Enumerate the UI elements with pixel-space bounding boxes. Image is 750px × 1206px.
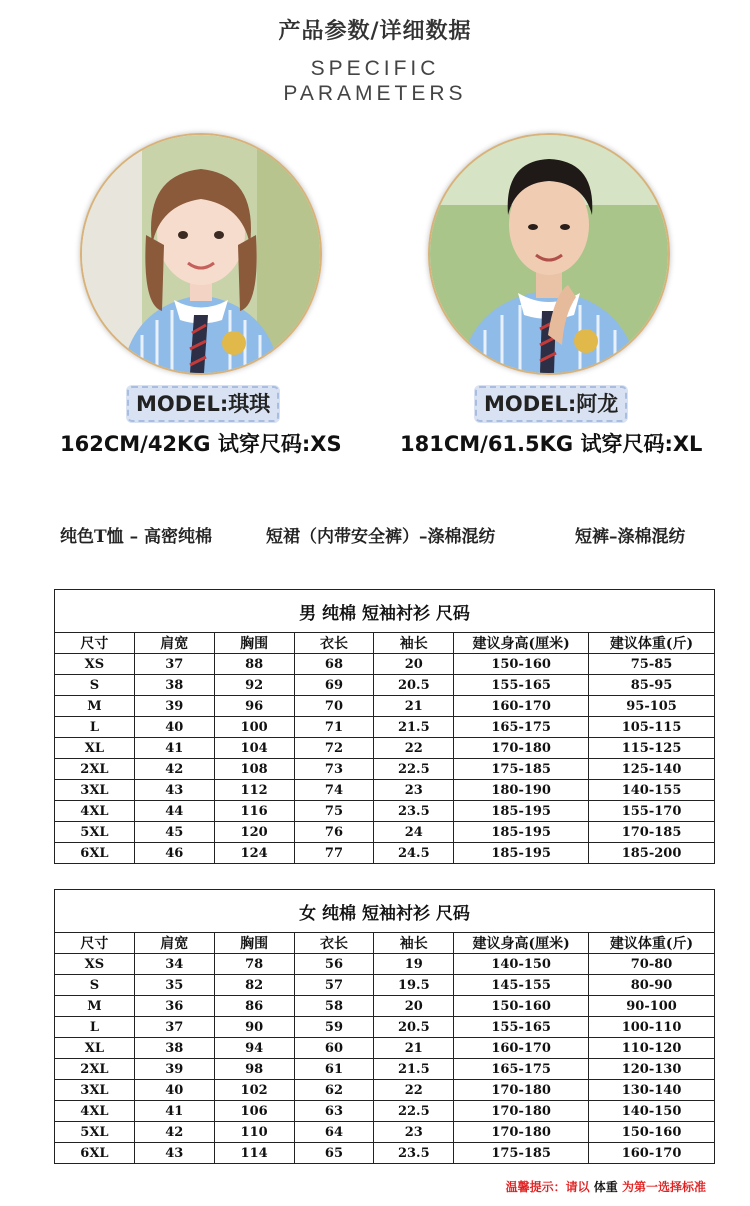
table-row [55,822,715,843]
table-cell: 170-185 [589,822,715,843]
table-cell: 65 [294,1143,374,1164]
table-row [55,996,715,1017]
table-cell: 140-150 [589,1101,715,1122]
table-cell: 37 [134,1017,214,1038]
table-cell: 110 [214,1122,294,1143]
table-cell: 160-170 [454,696,589,717]
table-cell: 3XL [55,780,135,801]
table-row [55,843,715,864]
table-cell: 90 [214,1017,294,1038]
table-cell: 155-165 [454,675,589,696]
table-cell: 115-125 [589,738,715,759]
table-row [55,801,715,822]
column-header: 胸围 [214,933,294,954]
table-cell: 185-195 [454,801,589,822]
table-cell: 105-115 [589,717,715,738]
column-header: 袖长 [374,933,454,954]
table-row [55,1101,715,1122]
table-caption-row [55,590,715,633]
column-header: 建议体重(斤) [589,933,715,954]
table-cell: 6XL [55,843,135,864]
table-header-row [55,633,715,654]
page-subtitle [0,56,750,106]
table-cell: 150-160 [589,1122,715,1143]
male-model-photo [428,133,670,375]
column-header: 建议身高(厘米) [454,633,589,654]
table-cell: 180-190 [454,780,589,801]
table-cell: XS [55,954,135,975]
table-cell: 78 [214,954,294,975]
table-cell: 38 [134,1038,214,1059]
table-cell: 21 [374,696,454,717]
table-row [55,675,715,696]
table-cell: 170-180 [454,1122,589,1143]
table-cell: 106 [214,1101,294,1122]
table-cell: 57 [294,975,374,996]
table-cell: 170-180 [454,738,589,759]
subtitle-line-2: PARAMETERS [283,82,467,105]
table-cell: 120-130 [589,1059,715,1080]
table-cell: 20 [374,654,454,675]
sizing-tip-suffix: 为第一选择标准 [621,1180,706,1194]
table-cell: 64 [294,1122,374,1143]
table-cell: 39 [134,1059,214,1080]
table-cell: 108 [214,759,294,780]
sizing-tip-prefix: 温馨提示：请以 [505,1180,590,1194]
table-cell: 95-105 [589,696,715,717]
table-cell: 23.5 [374,801,454,822]
size-table-men [54,589,715,864]
table-body [55,954,715,1164]
table-cell: 24.5 [374,843,454,864]
table-cell: 85-95 [589,675,715,696]
table-cell: 140-155 [589,780,715,801]
model-name-badge-female: MODEL:琪琪 [126,385,280,423]
table-cell: 155-165 [454,1017,589,1038]
table-cell: 120 [214,822,294,843]
table-cell: 61 [294,1059,374,1080]
table-cell: 160-170 [589,1143,715,1164]
table-cell: 21.5 [374,717,454,738]
table-cell: 114 [214,1143,294,1164]
table-cell: S [55,675,135,696]
fabric-shorts: 短裤–涤棉混纺 [575,527,686,547]
table-cell: L [55,1017,135,1038]
table-cell: 185-200 [589,843,715,864]
table-cell: 44 [134,801,214,822]
table-cell: 21.5 [374,1059,454,1080]
table-cell: 19.5 [374,975,454,996]
table-cell: 23 [374,1122,454,1143]
table-cell: 92 [214,675,294,696]
table-cell: 71 [294,717,374,738]
column-header: 衣长 [294,933,374,954]
table-cell: 175-185 [454,1143,589,1164]
table-cell: 40 [134,717,214,738]
table-row [55,654,715,675]
table-cell: 75-85 [589,654,715,675]
table-caption: 女 纯棉 短袖衬衫 尺码 [55,890,715,933]
table-cell: 22.5 [374,1101,454,1122]
sizing-tip-emphasis: 体重 [593,1180,618,1194]
table-cell: 56 [294,954,374,975]
table-row [55,975,715,996]
table-caption-row [55,890,715,933]
table-cell: 2XL [55,759,135,780]
table-cell: 165-175 [454,717,589,738]
table-cell: 170-180 [454,1080,589,1101]
female-model-photo [80,133,322,375]
column-header: 袖长 [374,633,454,654]
table-cell: 42 [134,759,214,780]
table-cell: 46 [134,843,214,864]
table-row [55,717,715,738]
table-cell: 34 [134,954,214,975]
table-cell: 5XL [55,1122,135,1143]
table-cell: 6XL [55,1143,135,1164]
fabric-skirt: 短裙（内带安全裤）–涤棉混纺 [266,527,496,547]
table-row [55,738,715,759]
table-row [55,954,715,975]
table-caption: 男 纯棉 短袖衬衫 尺码 [55,590,715,633]
table-cell: 37 [134,654,214,675]
table-cell: 88 [214,654,294,675]
table-cell: 20.5 [374,1017,454,1038]
column-header: 胸围 [214,633,294,654]
model-name-badge-male: MODEL:阿龙 [474,385,628,423]
table-cell: 110-120 [589,1038,715,1059]
table-cell: 74 [294,780,374,801]
table-cell: 75 [294,801,374,822]
table-cell: 41 [134,1101,214,1122]
table-cell: 150-160 [454,654,589,675]
table-cell: 58 [294,996,374,1017]
table-cell: 76 [294,822,374,843]
table-cell: 145-155 [454,975,589,996]
table-cell: 23.5 [374,1143,454,1164]
model-stats-female: 162CM/42KG 试穿尺码:XS [60,432,342,456]
table-cell: 22.5 [374,759,454,780]
table-cell: 20 [374,996,454,1017]
table-cell: 98 [214,1059,294,1080]
table-cell: 116 [214,801,294,822]
table-row [55,780,715,801]
table-header-row [55,933,715,954]
model-stats-male: 181CM/61.5KG 试穿尺码:XL [400,432,703,456]
table-cell: 80-90 [589,975,715,996]
table-cell: 22 [374,1080,454,1101]
table-cell: XL [55,1038,135,1059]
table-cell: 124 [214,843,294,864]
column-header: 建议身高(厘米) [454,933,589,954]
table-cell: 140-150 [454,954,589,975]
table-cell: 160-170 [454,1038,589,1059]
table-cell: 94 [214,1038,294,1059]
table-cell: 86 [214,996,294,1017]
table-row [55,696,715,717]
table-cell: 112 [214,780,294,801]
table-row [55,759,715,780]
table-cell: 39 [134,696,214,717]
table-cell: 36 [134,996,214,1017]
table-cell: 20.5 [374,675,454,696]
table-cell: 19 [374,954,454,975]
male-model-illustration [430,135,668,373]
table-cell: 69 [294,675,374,696]
table-cell: L [55,717,135,738]
table-cell: 170-180 [454,1101,589,1122]
table-cell: 4XL [55,801,135,822]
table-cell: 38 [134,675,214,696]
table-cell: 2XL [55,1059,135,1080]
table-cell: 155-170 [589,801,715,822]
table-cell: 100-110 [589,1017,715,1038]
table-cell: 175-185 [454,759,589,780]
table-row [55,1017,715,1038]
table-cell: 68 [294,654,374,675]
table-row [55,1122,715,1143]
table-cell: 59 [294,1017,374,1038]
table-cell: 185-195 [454,843,589,864]
table-cell: 41 [134,738,214,759]
table-cell: 77 [294,843,374,864]
table-cell: 62 [294,1080,374,1101]
table-cell: 130-140 [589,1080,715,1101]
table-cell: 96 [214,696,294,717]
table-cell: M [55,696,135,717]
table-cell: 102 [214,1080,294,1101]
table-body [55,654,715,864]
female-model-illustration [82,135,320,373]
table-cell: 100 [214,717,294,738]
table-cell: 3XL [55,1080,135,1101]
table-cell: 70 [294,696,374,717]
subtitle-line-1: SPECIFIC [310,57,440,80]
table-cell: 22 [374,738,454,759]
table-cell: 21 [374,1038,454,1059]
column-header: 尺寸 [55,933,135,954]
column-header: 尺寸 [55,633,135,654]
table-cell: 43 [134,780,214,801]
page-title: 产品参数/详细数据 [278,19,472,44]
table-cell: 90-100 [589,996,715,1017]
table-cell: 40 [134,1080,214,1101]
table-cell: 23 [374,780,454,801]
column-header: 肩宽 [134,933,214,954]
table-cell: 165-175 [454,1059,589,1080]
table-cell: 35 [134,975,214,996]
table-cell: 104 [214,738,294,759]
table-cell: 5XL [55,822,135,843]
table-cell: M [55,996,135,1017]
column-header: 衣长 [294,633,374,654]
table-row [55,1059,715,1080]
column-header: 建议体重(斤) [589,633,715,654]
table-cell: 43 [134,1143,214,1164]
table-cell: 60 [294,1038,374,1059]
table-cell: 73 [294,759,374,780]
table-cell: 45 [134,822,214,843]
table-cell: 42 [134,1122,214,1143]
table-cell: 72 [294,738,374,759]
table-cell: 24 [374,822,454,843]
table-cell: 125-140 [589,759,715,780]
table-cell: 4XL [55,1101,135,1122]
sizing-tip [506,1178,706,1195]
fabric-tshirt: 纯色T恤 – 高密纯棉 [60,527,212,547]
table-row [55,1038,715,1059]
column-header: 肩宽 [134,633,214,654]
table-cell: 185-195 [454,822,589,843]
table-cell: S [55,975,135,996]
size-table-women [54,889,715,1164]
table-row [55,1080,715,1101]
table-cell: XL [55,738,135,759]
table-cell: XS [55,654,135,675]
table-row [55,1143,715,1164]
table-cell: 63 [294,1101,374,1122]
table-cell: 70-80 [589,954,715,975]
table-cell: 150-160 [454,996,589,1017]
table-cell: 82 [214,975,294,996]
